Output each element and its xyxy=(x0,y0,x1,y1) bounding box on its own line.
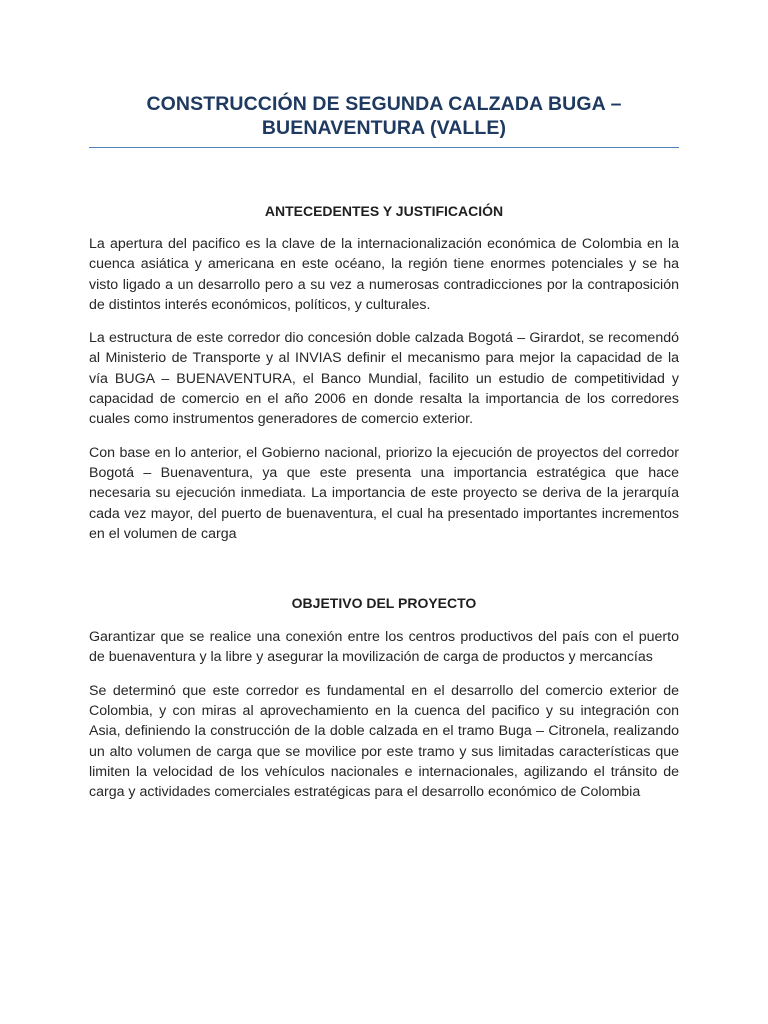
paragraph: Se determinó que este corredor es fundamental en el desarrollo del comercio exterior de Colombia, y con miras al aprovechamiento en la cuenca del pacifico y su integración con Asia, definiendo la construcción de la doble calzada en el tramo Buga – Citronela, realizando un alto volumen de carga que se movilice por este tramo y sus limitadas características que limiten la velocidad de los vehículos nacionales e internacionales, agilizando el tránsito de carga y actividades comerciales estratégicas para el desarrollo económico de Colombia xyxy=(89,682,679,801)
paragraph: Con base en lo anterior, el Gobierno nacional, priorizo la ejecución de proyectos del corredor Bogotá – Buenaventura, ya que este presenta una importancia estratégica que hace necesaria su ejecución inmediata. La importancia de este proyecto se deriva de la jerarquía cada vez mayor, del puerto de buenaventura, el cual ha presentado importantes incrementos en el volumen de carga xyxy=(89,444,679,542)
paragraph: La estructura de este corredor dio concesión doble calzada Bogotá – Girardot, se recomendó al Ministerio de Transporte y al INVIAS definir el mecanismo para mejor la capacidad de la vía BUGA – BUENAVENTURA, el Banco Mundial, facilito un estudio de competitividad y capacidad de comercio en el año 2006 en donde resalta la importancia de los corredores cuales como instrumentos generadores de comercio exterior. xyxy=(89,330,679,428)
document-title xyxy=(89,92,679,140)
document-page xyxy=(89,0,679,803)
section-heading-antecedentes: ANTECEDENTES Y JUSTIFICACIÓN xyxy=(264,203,504,219)
title-line-2: BUENAVENTURA (VALLE) xyxy=(261,117,507,139)
title-line-1: CONSTRUCCIÓN DE SEGUNDA CALZADA BUGA – xyxy=(146,93,622,115)
paragraph: Garantizar que se realice una conexión entre los centros productivos del país con el puerto de buenaventura y la libre y asegurar la movilización de carga de productos y mercancías xyxy=(89,629,679,666)
title-divider xyxy=(89,147,679,148)
section-heading-objetivo: OBJETIVO DEL PROYECTO xyxy=(291,595,477,612)
paragraph: La apertura del pacifico es la clave de la internacionalización económica de Colombia en la cuenca asiática y americana en este océano, la región tiene enormes potenciales y se ha visto ligado a un desarrollo pero a su vez a numerosas contradicciones por la contraposición de distintos interés económicos, políticos, y culturales. xyxy=(89,236,679,313)
